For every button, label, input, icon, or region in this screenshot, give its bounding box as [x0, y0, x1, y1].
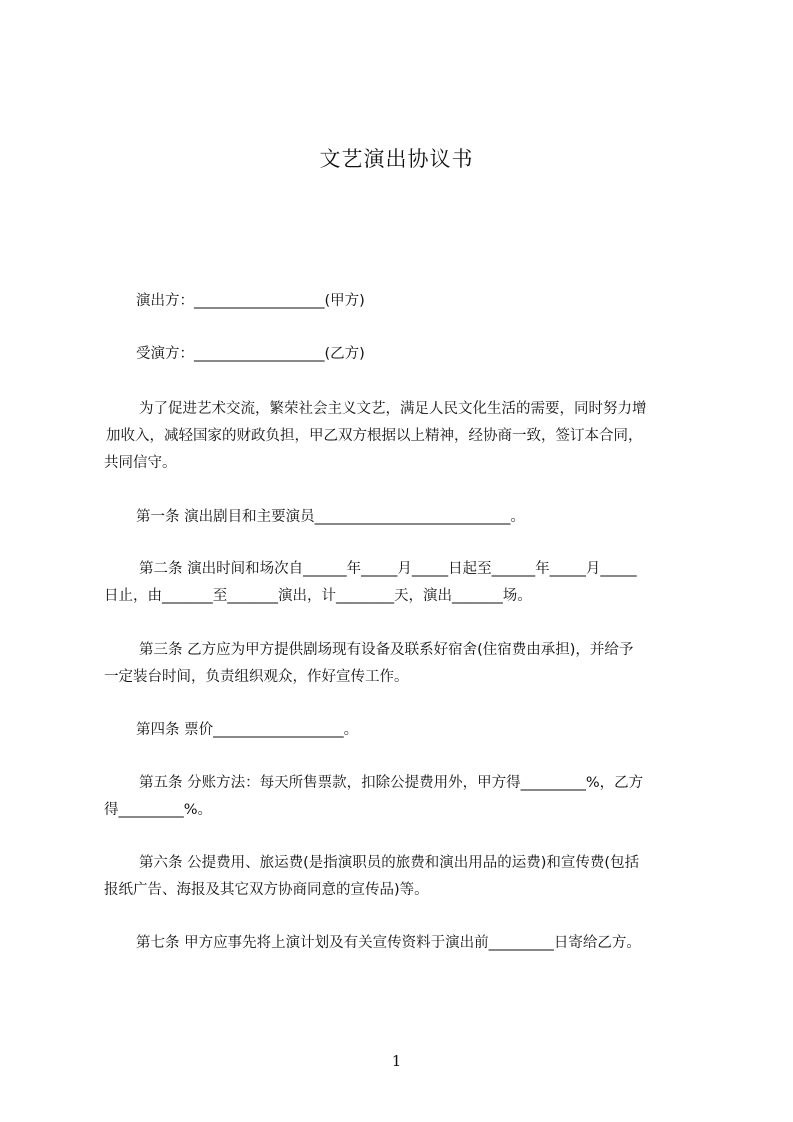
article-6-line-2: 报纸广告、海报及其它双方协商同意的宣传品)等。 [104, 882, 429, 898]
article-5-line-1: 第五条 分账方法：每天所售票款，扣除公提费用外，甲方得_________%，乙方 [139, 775, 644, 791]
article-3-line-2: 一定装台时间，负责组织观众，作好宣传工作。 [104, 669, 409, 685]
article-2-line-2: 日止，由_______至_______演出，计________天，演出_______场。 [104, 588, 532, 604]
article-6-line-1: 第六条 公提费用、旅运费(是指演职员的旅费和演出用品的运费)和宣传费(包括 [139, 855, 640, 871]
article-7: 第七条 甲方应事先将上演计划及有关宣传资料于演出前_________日寄给乙方。 [136, 935, 641, 951]
page-number: 1 [391, 1052, 402, 1070]
article-4: 第四条 票价__________________。 [136, 722, 359, 738]
article-1: 第一条 演出剧目和主要演员___________________________。 [136, 509, 525, 525]
party-a-line: 演出方：__________________(甲方) [136, 293, 365, 309]
article-3-line-1: 第三条 乙方应为甲方提供剧场现有设备及联系好宿舍(住宿费由承担)，并给予 [139, 642, 634, 658]
intro-line-1: 为了促进艺术交流，繁荣社会主义文艺，满足人民文化生活的需要，同时努力增 [139, 401, 647, 417]
document-title: 文艺演出协议书 [319, 147, 474, 171]
party-b-line: 受演方：__________________(乙方) [136, 346, 365, 362]
intro-line-3: 共同信守。 [104, 455, 177, 471]
article-5-line-2: 得_________%。 [104, 802, 213, 818]
article-2-line-1: 第二条 演出时间和场次自______年_____月_____日起至______年_____月_____ [139, 561, 637, 577]
intro-line-2: 加收入，减轻国家的财政负担，甲乙双方根据以上精神，经协商一致，签订本合同， [106, 428, 643, 444]
